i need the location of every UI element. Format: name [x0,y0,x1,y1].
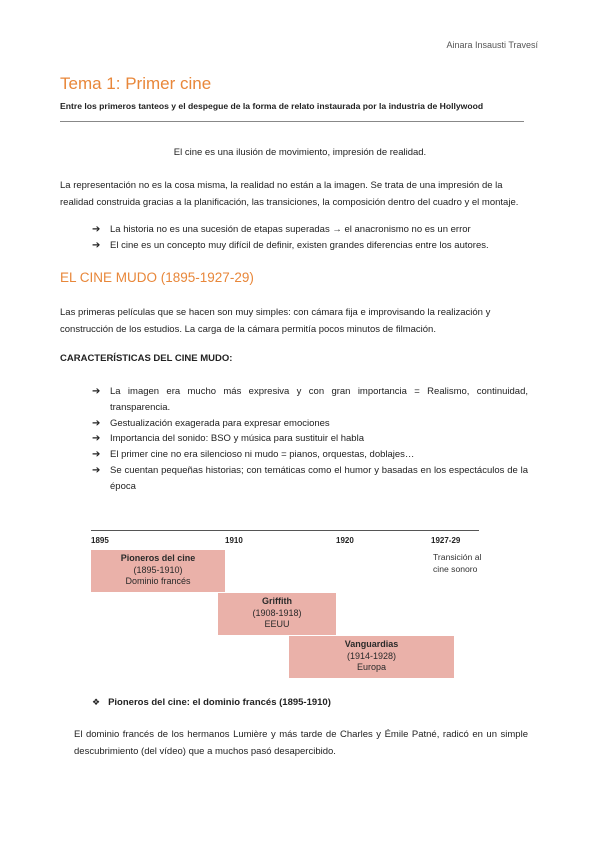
intro-bullets [92,222,528,254]
page-title: Tema 1: Primer cine [60,74,212,93]
timeline-axis [91,530,479,531]
list-item: ➔ El primer cine no era silencioso ni mudo = pianos, orquestas, doblajes… [92,447,528,463]
title-divider [60,121,524,122]
period-range: (1908-1918) [252,607,302,618]
list-item: ➔ La imagen era mucho más expresiva y con gran importancia = Realismo, continuidad, transparencia. [92,386,528,413]
timeline-period-pioneros [91,550,225,592]
arrow-icon: ➔ [92,464,101,476]
period-name: Vanguardias [344,639,399,649]
timeline-period-vanguardias [289,636,454,678]
timeline-year-1927-29: 1927-29 [431,536,461,545]
pioneros-paragraph: El dominio francés de los hermanos Lumière y más tarde de Charles y Émile Patné, radicó en un simple descubrimiento (del vídeo) que a muchos pasó desapercibido. [74,729,528,757]
arrow-icon: ➔ [92,433,101,445]
intro-quote: El cine es una ilusión de movimiento, impresión de realidad. [173,147,427,158]
characteristics-bullets [92,384,528,495]
author-name: Ainara Insausti Travesí [446,40,538,50]
section-heading-cine-mudo: EL CINE MUDO (1895-1927-29) [60,270,254,285]
list-item: ➔ Se cuentan pequeñas historias; con temáticas como el humor y basadas en los espectáculos de la época [92,464,528,492]
diamond-bullet-icon: ❖ [92,697,101,707]
list-item: ➔ Importancia del sonido: BSO y música para sustituir el habla [92,431,528,447]
characteristics-heading: CARACTERÍSTICAS DEL CINE MUDO: [60,353,233,364]
period-range: (1914-1928) [346,650,397,661]
timeline-note: Transición al cine sonoro [433,552,482,574]
timeline-year-1920: 1920 [336,536,354,545]
arrow-icon: ➔ [92,239,101,251]
period-name: Griffith [262,596,292,606]
arrow-icon: ➔ [92,386,101,397]
list-item: ➔ La historia no es una sucesión de etapas superadas → el anacronismo no es un error [92,222,528,238]
period-detail: Dominio francés [125,576,191,586]
timeline-year-1895: 1895 [91,536,109,545]
page-subtitle: Entre los primeros tanteos y el despegue de la forma de relato instaurada por la industria de Hollywood [60,101,484,111]
timeline-diagram [91,530,481,680]
period-name: Pioneros del cine [120,553,196,563]
intro-paragraph: La representación no es la cosa misma, la realidad no están a la imagen. Se trata de una impresión de la realidad construida gracias a la planificación, las transiciones, la composición dentro del cuadro y el montaje. [60,180,519,208]
arrow-icon: ➔ [92,449,101,461]
pioneros-heading: ❖ Pioneros del cine: el dominio francés (1895-1910) [92,697,331,708]
timeline-period-griffith [218,593,336,635]
list-item: ➔ El cine es un concepto muy difícil de definir, existen grandes diferencias entre los autores. [92,238,528,254]
period-detail: EEUU [264,619,290,629]
arrow-icon: ➔ [92,224,101,235]
arrow-icon: ➔ [92,417,101,429]
period-detail: Europa [356,662,387,672]
cine-mudo-paragraph: Las primeras películas que se hacen son muy simples: con cámara fija e improvisando la realización y construcción de los estudios. La carga de la cámara permitía pocos minutos de filmación. [60,307,491,335]
timeline-year-1910: 1910 [225,536,243,545]
period-range: (1895-1910) [133,564,183,575]
list-item: ➔ Gestualización exagerada para expresar emociones [92,416,528,432]
